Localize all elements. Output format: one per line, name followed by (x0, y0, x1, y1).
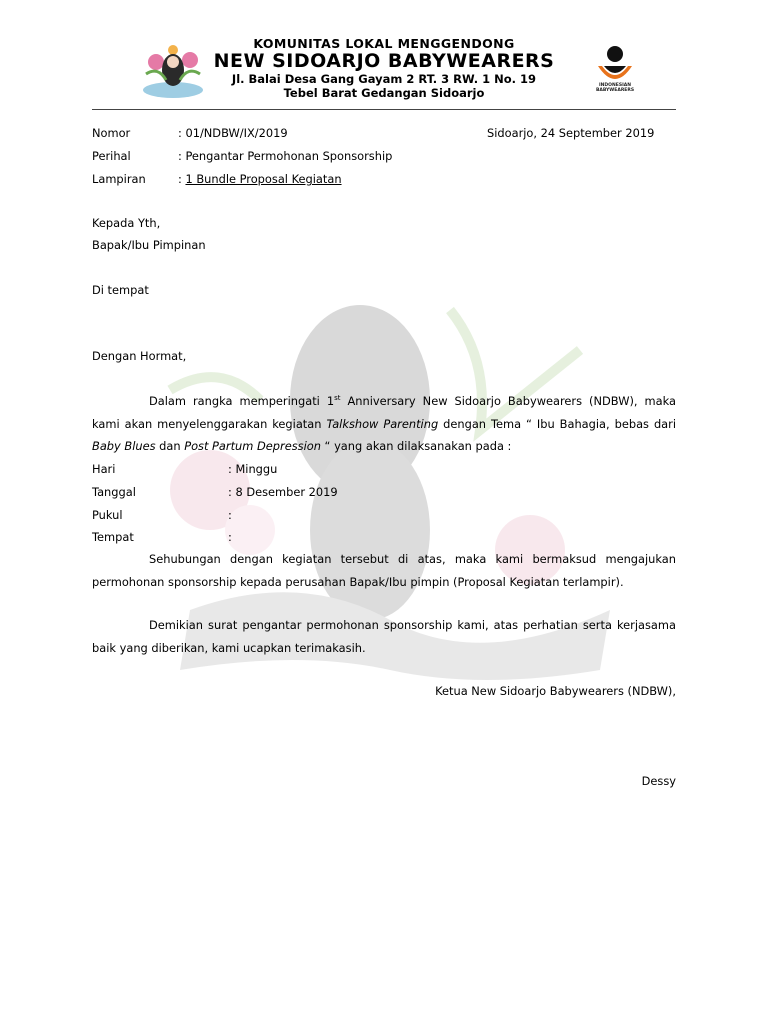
nomor-value: : 01/NDBW/IX/2019 (178, 126, 288, 140)
letter-date: Sidoarjo, 24 September 2019 (487, 126, 655, 140)
perihal-value: : Pengantar Permohonan Sponsorship (178, 149, 393, 163)
schedule-value: : (228, 508, 232, 522)
paragraph-intro: Dalam rangka memperingati 1st Anniversary New Sidoarjo Babywearers (NDBW), maka kami akan menyelenggarakan kegiatan Talkshow Parenting dengan Tema “ Ibu Bahagia, bebas dari Baby Blues dan Post Partum Depression “ yang akan dilaksanakan pada : (92, 394, 676, 453)
partner-logo-text: INDONESIAN BABYWEARERS (595, 83, 635, 93)
schedule-label: Pukul (92, 508, 123, 522)
recipient-line-2: Bapak/Ibu Pimpinan (92, 238, 206, 252)
lampiran-value: : 1 Bundle Proposal Kegiatan (178, 172, 342, 186)
paragraph-request: Sehubungan dengan kegiatan tersebut di atas, maka kami bermaksud mengajukan permohonan sponsorship kepada perusahan Bapak/Ibu pimpin (Proposal Kegiatan terlampir). (92, 552, 676, 589)
schedule-value: : 8 Desember 2019 (228, 485, 338, 499)
signature-title: Ketua New Sidoarjo Babywearers (NDBW), (435, 684, 676, 698)
signature-name: Dessy (641, 774, 676, 788)
schedule-label: Tempat (92, 530, 134, 544)
lampiran-label: Lampiran (92, 172, 146, 186)
schedule-value: : (228, 530, 232, 544)
nomor-label: Nomor (92, 126, 131, 140)
letterhead-divider (92, 109, 676, 110)
org-type-line: KOMUNITAS LOKAL MENGGENDONG (253, 36, 515, 51)
perihal-label: Perihal (92, 149, 131, 163)
paragraph-closing: Demikian surat pengantar permohonan sponsorship kami, atas perhatian serta kerjasama baik yang diberikan, kami ucapkan terimakasih. (92, 618, 676, 655)
recipient-line-1: Kepada Yth, (92, 216, 161, 230)
address-line-1: Jl. Balai Desa Gang Gayam 2 RT. 3 RW. 1 No. 19 (231, 72, 537, 86)
schedule-label: Tanggal (92, 485, 136, 499)
org-name: NEW SIDOARJO BABYWEARERS (213, 50, 555, 72)
address-line-2: Tebel Barat Gedangan Sidoarjo (283, 86, 485, 100)
schedule-value: : Minggu (228, 462, 278, 476)
recipient-line-3: Di tempat (92, 283, 149, 297)
salutation: Dengan Hormat, (92, 349, 187, 363)
schedule-label: Hari (92, 462, 116, 476)
